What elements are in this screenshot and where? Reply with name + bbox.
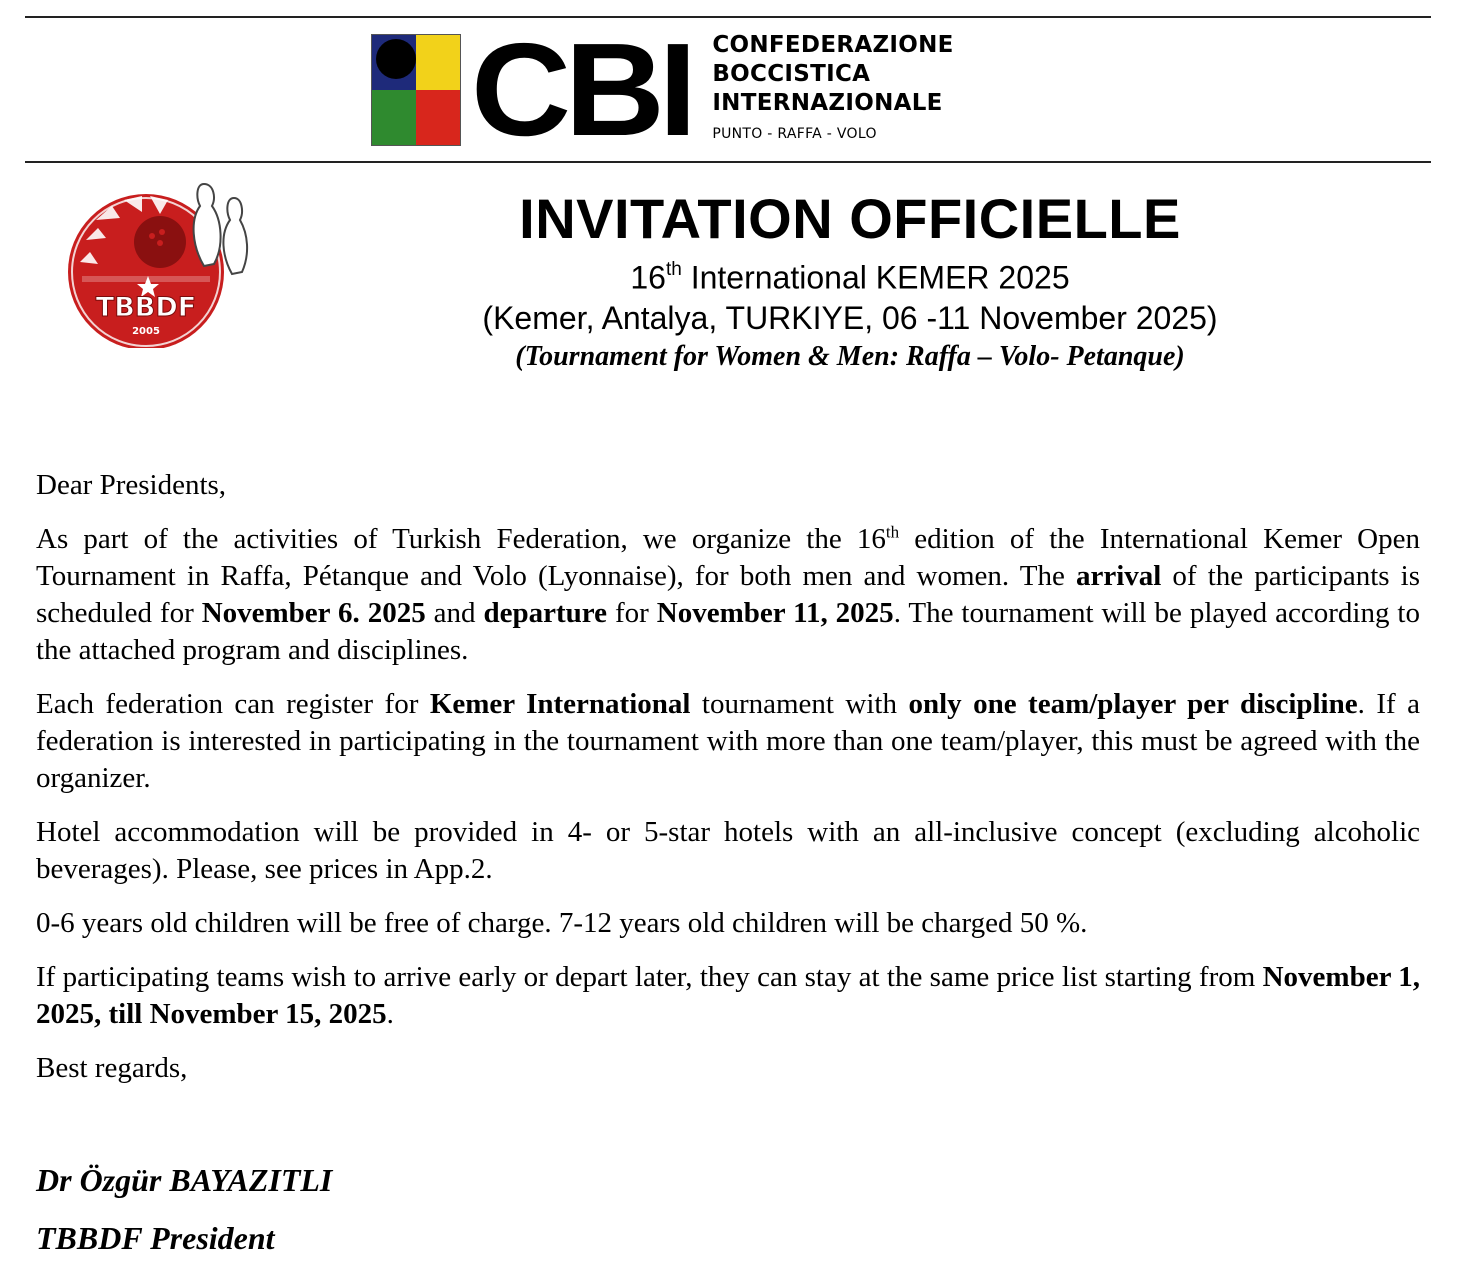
header-rule	[25, 161, 1431, 163]
greeting: Dear Presidents,	[36, 469, 227, 501]
title-block	[410, 186, 1290, 376]
signature-name: Dr Özgür BAYAZITLI	[36, 1162, 333, 1198]
cbi-name-line: INTERNAZIONALE	[712, 90, 943, 116]
event-location: (Kemer, Antalya, TURKIYE, 06 -11 November 2025)	[482, 299, 1218, 336]
paragraph-registration: Each federation can register for Kemer International tournament with only one team/player per discipline. If a federation is interested in participating in the tournament with more than one team/player, this must be agreed with the organizer.	[36, 688, 1420, 794]
tbbdf-emblem-year: 2005	[132, 326, 160, 337]
event-disciplines: (Tournament for Women & Men: Raffa – Volo- Petanque)	[515, 340, 1185, 372]
tbbdf-emblem	[64, 176, 254, 348]
event-edition: 16th International KEMER 2025	[630, 259, 1070, 296]
closing: Best regards,	[36, 1052, 188, 1084]
paragraph-hotel: Hotel accommodation will be provided in 4- or 5-star hotels with an all-inclusive concept (excluding alcoholic beverages). Please, see prices in App.2.	[36, 816, 1420, 885]
paragraph-children: 0-6 years old children will be free of charge. 7-12 years old children will be charged 50 %.	[36, 907, 1088, 939]
cbi-tagline: PUNTO - RAFFA - VOLO	[712, 126, 877, 142]
cbi-name-line: CONFEDERAZIONE	[712, 32, 954, 58]
tbbdf-emblem-text: TBBDF	[95, 292, 197, 323]
paragraph-extended-stay: If participating teams wish to arrive early or depart later, they can stay at the same price list starting from November 1, 2025, till November 15, 2025.	[36, 961, 1420, 1030]
cbi-logo-mark	[371, 34, 461, 146]
boule-icon	[376, 39, 416, 79]
top-rule	[25, 16, 1431, 18]
cbi-acronym: CBI	[471, 16, 691, 163]
page-title: INVITATION OFFICIELLE	[519, 187, 1181, 250]
cbi-name-line: BOCCISTICA	[712, 61, 871, 87]
paragraph-arrival: As part of the activities of Turkish Federation, we organize the 16th edition of the International Kemer Open Tournament in Raffa, Pétanque and Volo (Lyonnaise), for both men and women. The arrival of the participants is scheduled for November 6. 2025 and departure for November 11, 2025. The tournament will be played according to the attached program and disciplines.	[36, 522, 1420, 666]
signature-role: TBBDF President	[36, 1220, 275, 1256]
cbi-logo	[371, 16, 954, 163]
cbi-name	[712, 31, 953, 149]
letter-body	[36, 467, 1420, 1104]
